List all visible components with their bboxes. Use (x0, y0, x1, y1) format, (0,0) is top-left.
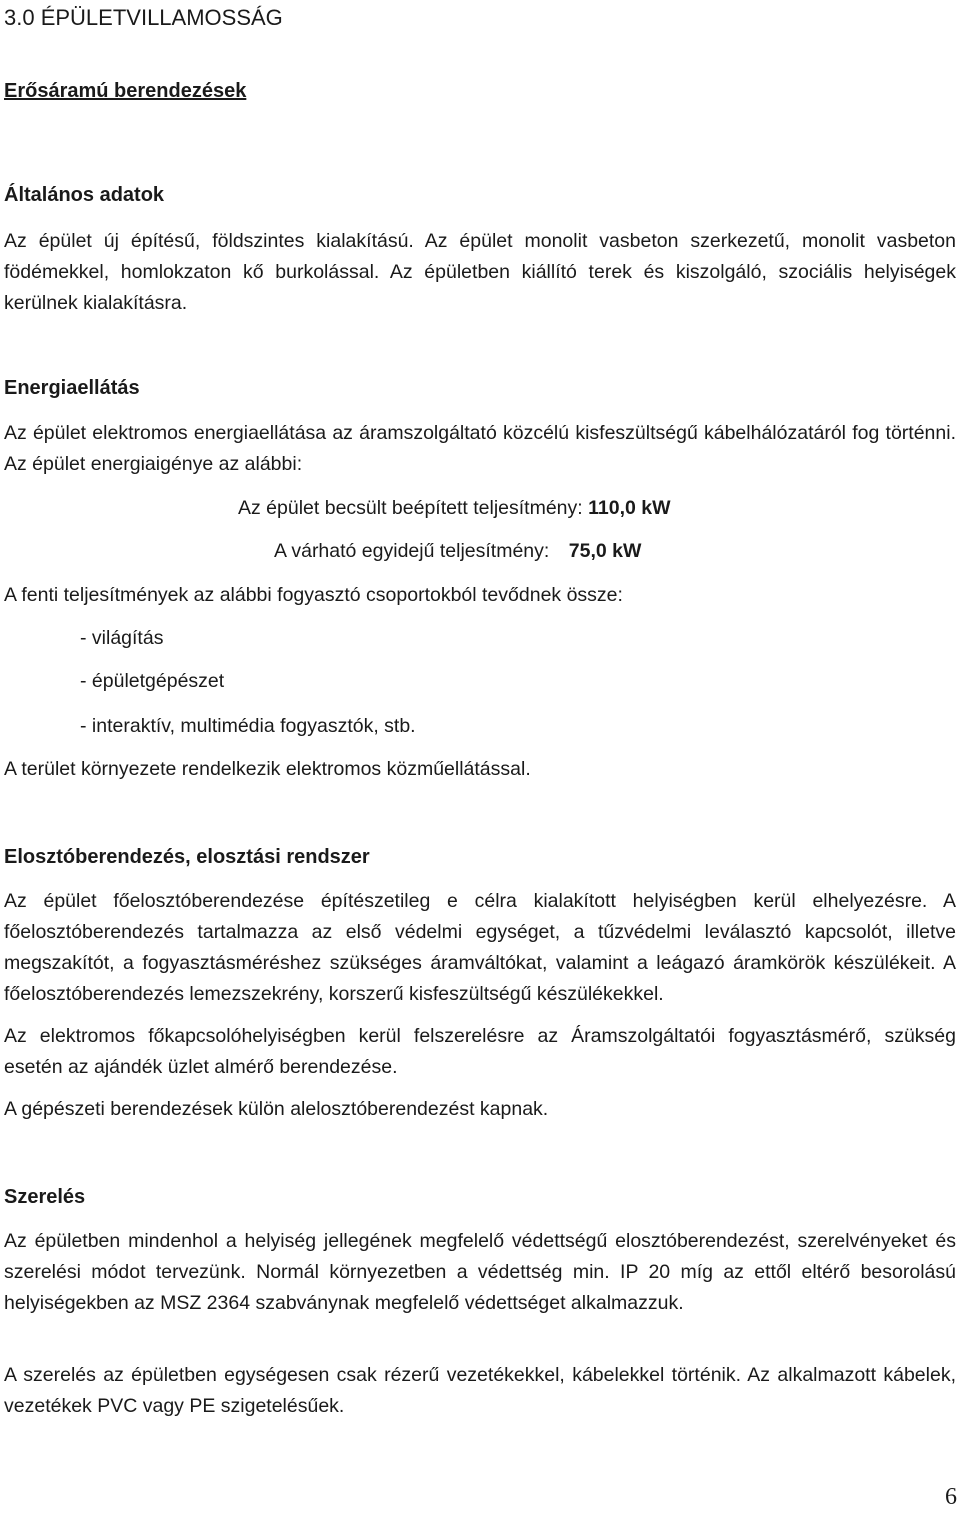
page-number: 6 (945, 1484, 957, 1510)
heading-distribution: Elosztóberendezés, elosztási rendszer (4, 846, 370, 868)
heading-installation: Szerelés (4, 1186, 86, 1208)
installed-power-value: 110,0 kW (588, 497, 671, 519)
paragraph-distribution-2: Az elektromos főkapcsolóhelyiségben kerül felszerelésre az Áramszolgáltatói fogyasztásmérő, szükség esetén az ajándék üzlet almérő berendezése. (4, 1025, 956, 1078)
paragraph-installation-1: Az épületben mindenhol a helyiség jellegének megfelelő védettségű elosztóberendezést, szerelvényeket és szerelési módot tervezünk. Normál környezetben a védettség min. IP 20 míg az ettől eltérő besorolású helyiségekben az MSZ 2364 szabványnak megfelelő védettséget alkalmazzuk. (4, 1230, 956, 1314)
heading-general: Általános adatok (4, 184, 165, 206)
paragraph-general: Az épület új építésű, földszintes kialakítású. Az épület monolit vasbeton szerkezetű, monolit vasbeton födémekkel, homlokzaton kő burkolással. Az épületben kiállító terek és kiszolgáló, szociális helyiségek kerülnek kialakításra. (4, 230, 956, 314)
consumer-groups-intro: A fenti teljesítmények az alábbi fogyasztó csoportokból tevődnek össze: (4, 584, 623, 606)
section-title: 3.0 ÉPÜLETVILLAMOSSÁG (4, 5, 283, 30)
paragraph-installation-2: A szerelés az épületben egységesen csak rézerű vezetékekkel, kábelekkel történik. Az alkalmazott kábelek, vezetékek PVC vagy PE szigetelésűek. (4, 1364, 956, 1417)
list-item: - világítás (80, 627, 164, 649)
heading-energy: Energiaellátás (4, 377, 140, 399)
simultaneous-power-row (274, 536, 641, 567)
paragraph-energy-closing: A terület környezete rendelkezik elektromos közműellátással. (4, 758, 531, 780)
chapter-title: Erősáramú berendezések (4, 80, 247, 102)
paragraph-distribution-3: A gépészeti berendezések külön alelosztóberendezést kapnak. (4, 1098, 549, 1120)
simultaneous-power-label: A várható egyidejű teljesítmény: (274, 540, 550, 562)
list-item: - interaktív, multimédia fogyasztók, stb. (80, 715, 416, 737)
list-item: - épületgépészet (80, 670, 225, 692)
installed-power-row (238, 493, 671, 524)
paragraph-distribution-1: Az épület főelosztóberendezése építészetileg e célra kialakított helyiségben kerül elhelyezésre. A főelosztóberendezés tartalmazza az első védelmi egységet, a tűzvédelmi leválasztó kapcsolót, illetve megszakítót, a fogyasztásméréshez szükséges áramváltókat, valamint a leágazó áramkörök készülékeit. A főelosztóberendezés lemezszekrény, korszerű kisfeszültségű készülékekkel. (4, 890, 956, 1005)
simultaneous-power-value: 75,0 kW (568, 540, 642, 562)
installed-power-label: Az épület becsült beépített teljesítmény: (238, 497, 583, 519)
paragraph-energy-intro: Az épület elektromos energiaellátása az áramszolgáltató közcélú kisfeszültségű kábelhálózatáról fog történni. Az épület energiaigénye az alábbi: (4, 422, 956, 475)
